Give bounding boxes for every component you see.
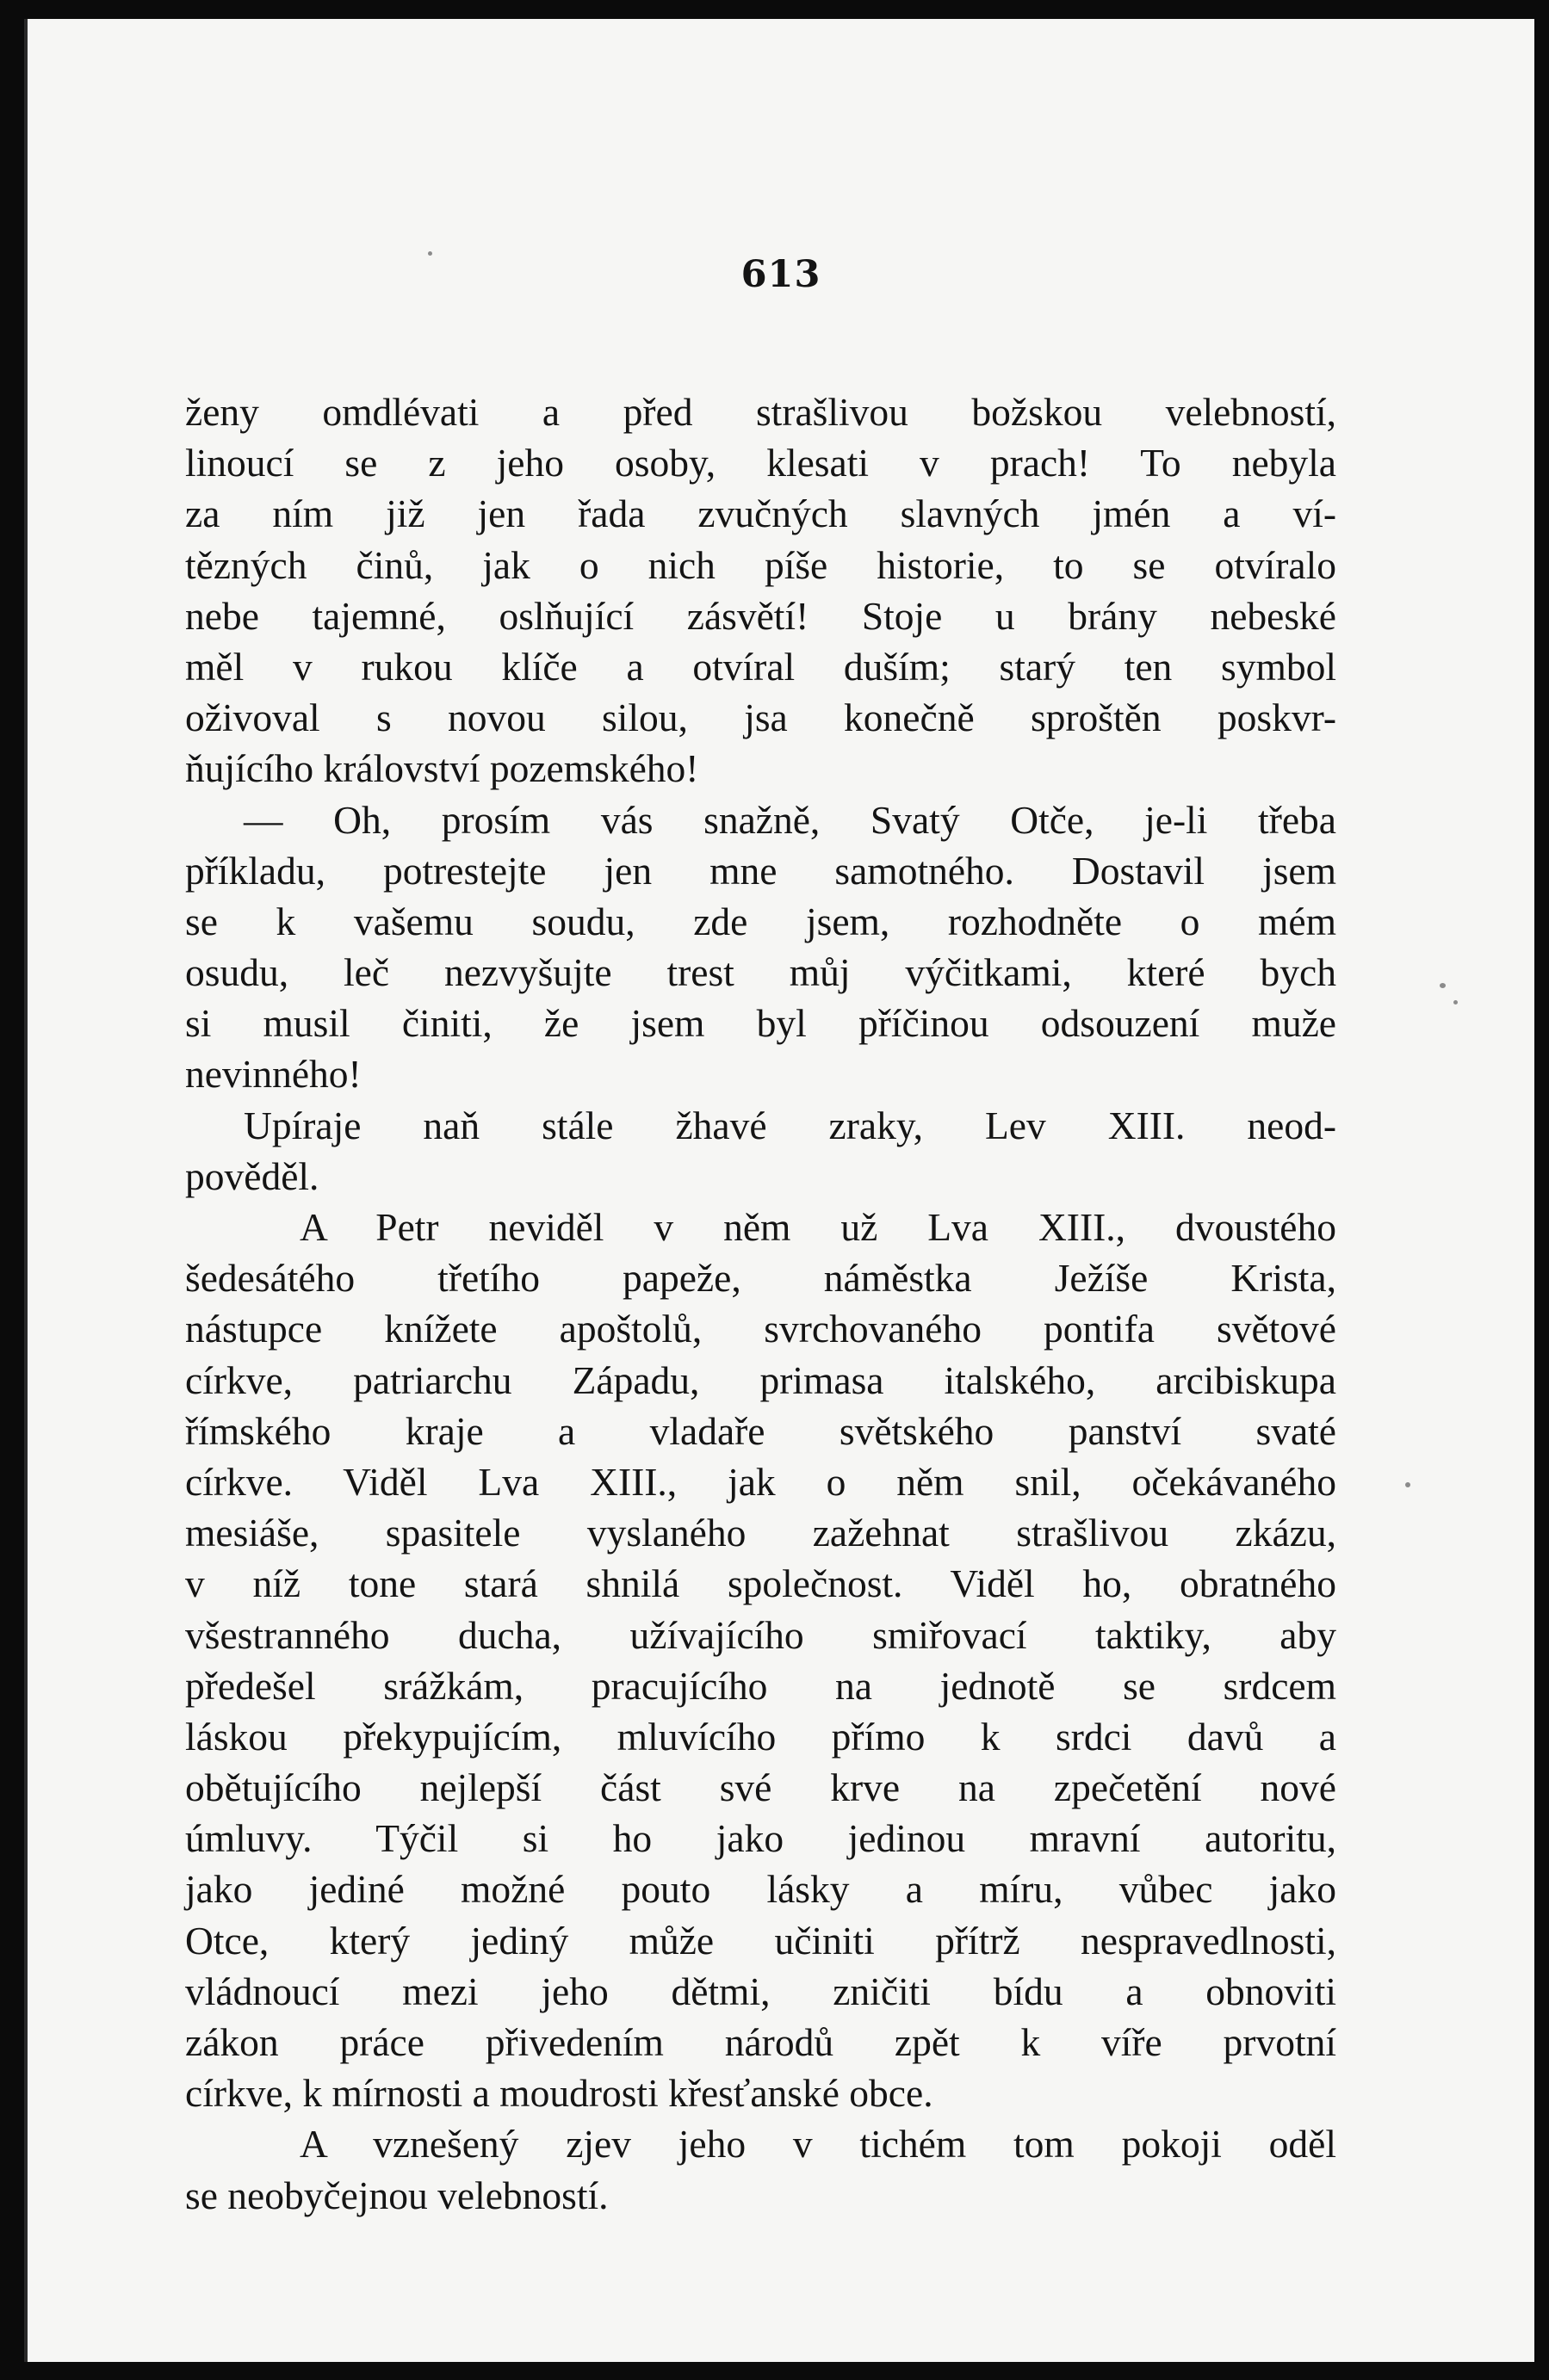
text-line: předešel srážkám, pracujícího na jednotě se srdcem: [185, 1663, 1336, 1708]
text-line: Upíraje naň stále žhavé zraky, Lev XIII. neod-: [244, 1103, 1336, 1147]
text-line: tězných činů, jak o nich píše historie, to se otvíralo: [185, 542, 1336, 587]
text-line: oživoval s novou silou, jsa konečně sproštěn poskvr-: [185, 695, 1336, 740]
text-line: Otce, který jediný může učiniti přítrž nespravedlnosti,: [185, 1918, 1336, 1963]
text-line: linoucí se z jeho osoby, klesati v prach! To nebyla: [185, 441, 1336, 485]
text-line: římského kraje a vladaře světského panství svaté: [185, 1408, 1336, 1453]
text-line: — Oh, prosím vás snažně, Svatý Otče, je-li třeba: [244, 797, 1336, 842]
text-line: šedesátého třetího papeže, náměstka Ježíše Krista,: [185, 1256, 1336, 1301]
text-line: se neobyčejnou velebností.: [185, 2173, 609, 2217]
text-line: církve. Viděl Lva XIII., jak o něm snil, očekávaného: [185, 1459, 1336, 1504]
text-line: A vznešený zjev jeho v tichém tom pokoji oděl: [300, 2122, 1336, 2167]
page-number: 613: [740, 253, 821, 296]
text-line: vládnoucí mezi jeho dětmi, zničiti bídu a obnoviti: [185, 1969, 1336, 2013]
text-line: nástupce knížete apoštolů, svrchovaného pontifa světové: [185, 1307, 1336, 1351]
text-line: církve, k mírnosti a moudrosti křesťanské obce.: [185, 2071, 933, 2116]
book-page: [24, 19, 1534, 2362]
text-line: nevinného!: [185, 1052, 362, 1097]
text-line: obětujícího nejlepší část své krve na zpečetění nové: [185, 1765, 1336, 1810]
text-line: za ním již jen řada zvučných slavných jmén a ví-: [185, 491, 1336, 536]
text-line: měl v rukou klíče a otvíral duším; starý ten symbol: [185, 644, 1336, 689]
text-line: mesiáše, spasitele vyslaného zažehnat strašlivou zkázu,: [185, 1511, 1336, 1555]
paper-speck: [1440, 983, 1446, 988]
text-line: ženy omdlévati a před strašlivou božskou velebností,: [185, 390, 1336, 434]
text-line: zákon práce přivedením národů zpět k víře prvotní: [185, 2020, 1336, 2064]
text-line: příkladu, potrestejte jen mne samotného. Dostavil jsem: [185, 848, 1336, 893]
text-line: církve, patriarchu Západu, primasa italského, arcibiskupa: [185, 1357, 1336, 1402]
text-line: jako jediné možné pouto lásky a míru, vůbec jako: [185, 1867, 1336, 1912]
text-line: si musil činiti, že jsem byl příčinou odsouzení muže: [185, 1001, 1336, 1046]
text-line: všestranného ducha, užívajícího smiřovací taktiky, aby: [185, 1612, 1336, 1657]
text-line: A Petr neviděl v něm už Lva XIII., dvoustého: [300, 1205, 1336, 1249]
text-line: se k vašemu soudu, zde jsem, rozhodněte o mém: [185, 899, 1336, 943]
text-line: láskou překypujícím, mluvícího přímo k srdci davů a: [185, 1714, 1336, 1759]
text-line: pověděl.: [185, 1153, 319, 1198]
text-line: ňujícího království pozemského!: [185, 746, 699, 791]
text-line: úmluvy. Týčil si ho jako jedinou mravní autoritu,: [185, 1816, 1336, 1861]
text-line: v níž tone stará shnilá společnost. Viděl ho, obratného: [185, 1561, 1336, 1606]
text-line: nebe tajemné, oslňující zásvětí! Stoje u brány nebeské: [185, 593, 1336, 638]
paper-speck: [1453, 1000, 1458, 1005]
text-line: osudu, leč nezvyšujte trest můj výčitkami, které bych: [185, 950, 1336, 995]
body-text: [185, 386, 1336, 2221]
paper-speck: [1405, 1482, 1410, 1487]
